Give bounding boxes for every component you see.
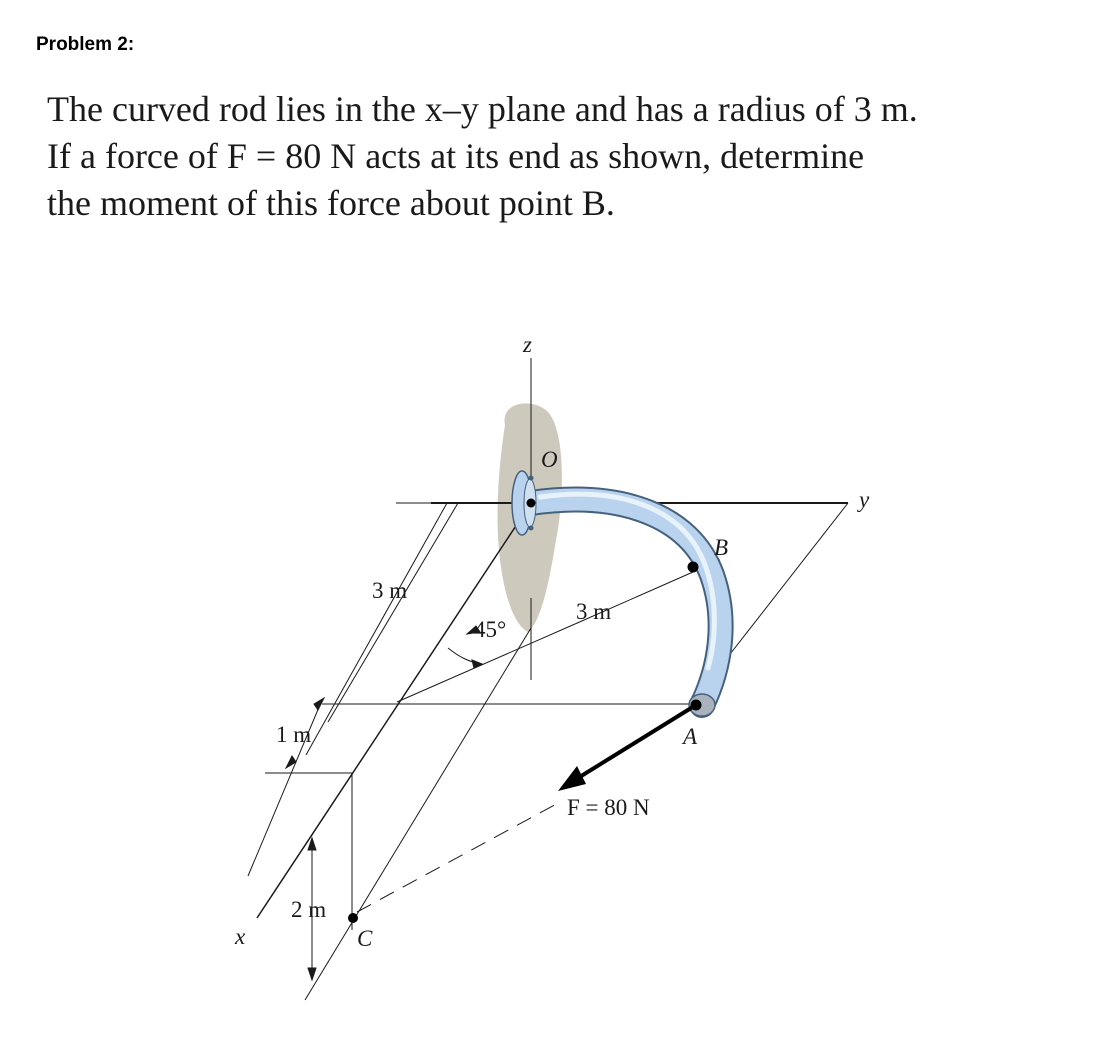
dimension-2m: 2 m	[291, 897, 327, 922]
curved-rod	[531, 500, 721, 705]
point-label-a: A	[683, 724, 698, 749]
dimension-3m-radius: 3 m	[576, 599, 612, 624]
force-arrowhead	[558, 766, 586, 791]
angle-label: 45°	[474, 617, 507, 642]
force-label: F = 80 N	[567, 795, 650, 820]
axis-label-x: x	[235, 924, 246, 949]
problem-line-1: The curved rod lies in the x–y plane and has a radius of 3 m.	[47, 89, 918, 129]
dimension-3m-left: 3 m	[372, 578, 408, 603]
force-line-of-action	[357, 802, 560, 912]
axis-label-y: y	[859, 487, 870, 512]
point-label-c: C	[357, 926, 373, 951]
dimension-arrows	[286, 626, 482, 980]
axis-label-z: z	[523, 332, 532, 357]
x-axis	[257, 503, 531, 918]
point-c-marker	[348, 913, 358, 923]
dimension-1m: 1 m	[276, 722, 312, 747]
point-b-marker	[688, 562, 699, 573]
point-o-marker	[527, 499, 536, 508]
force-vector	[578, 705, 696, 778]
point-label-o: O	[541, 447, 558, 472]
point-label-b: B	[714, 535, 729, 560]
problem-line-3: the moment of this force about point B.	[47, 183, 615, 223]
problem-heading: Problem 2:	[36, 34, 135, 55]
problem-line-2: If a force of F = 80 N acts at its end as shown, determine	[47, 136, 865, 176]
